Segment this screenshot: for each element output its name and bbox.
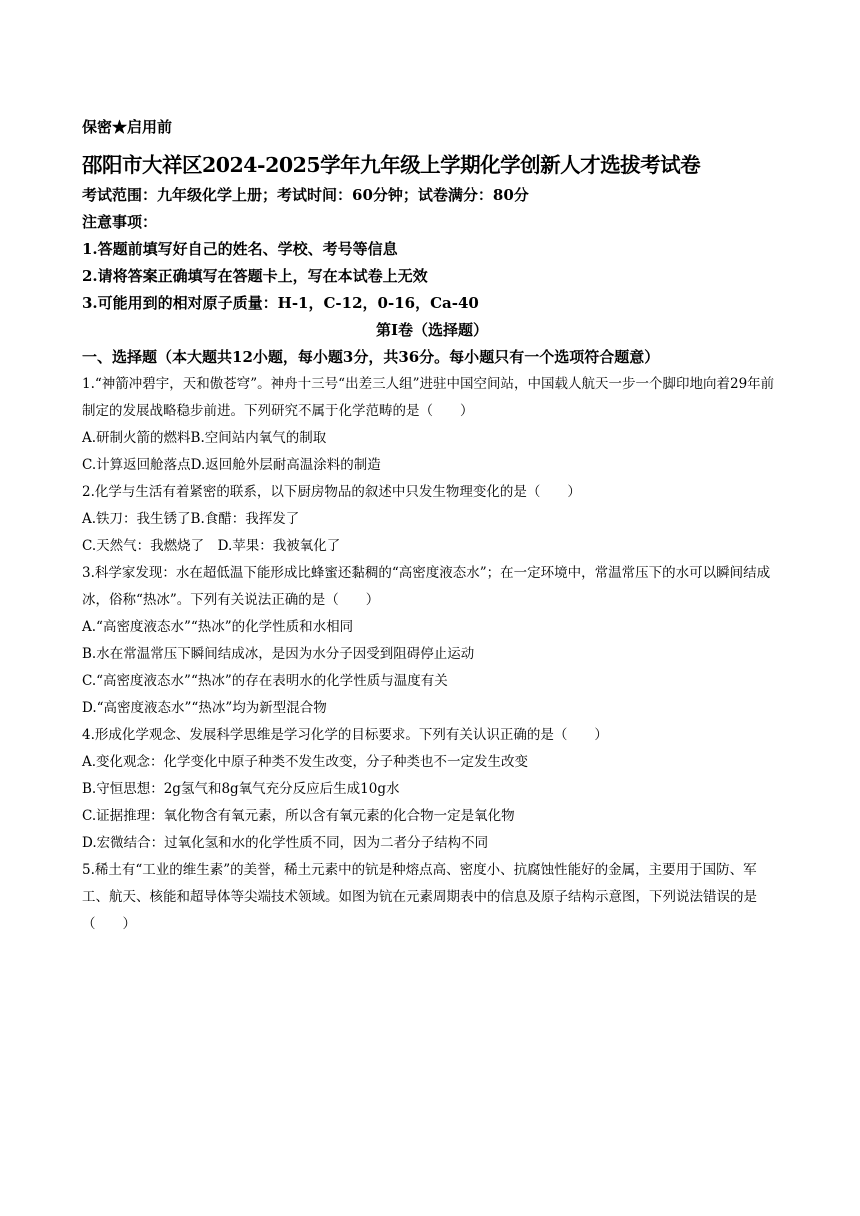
question-stem: 2.化学与生活有着紧密的联系，以下厨房物品的叙述中只发生物理变化的是（ ） [82,484,581,500]
question-4 [82,722,782,857]
question-option: D.“高密度液态水”“热冰”均为新型混合物 [82,700,327,716]
question-options: C.计算返回舱落点D.返回舱外层耐高温涂料的制造 [82,457,381,473]
question-2 [82,479,782,560]
question-1 [82,371,782,479]
question-option: C.“高密度液态水”“热冰”的存在表明水的化学性质与温度有关 [82,673,448,689]
section-heading: 一、选择题（本大题共12小题，每小题3分，共36分。每小题只有一个选项符合题意） [82,348,660,366]
note-item: 1.答题前填写好自己的姓名、学校、考号等信息 [82,240,398,258]
exam-page [82,116,782,938]
confidential-label: 保密★启用前 [82,118,173,136]
question-option: A.“高密度液态水”“热冰”的化学性质和水相同 [82,619,354,635]
question-options: A.研制火箭的燃料B.空间站内氧气的制取 [82,430,327,446]
exam-scope: 考试范围：九年级化学上册；考试时间：60分钟；试卷满分：80分 [82,186,529,204]
question-stem: 3.科学家发现：水在超低温下能形成比蜂蜜还黏稠的“高密度液态水”；在一定环境中，常温常压下的水可以瞬间结成冰，俗称“热冰”。下列有关说法正确的是（ ） [82,565,771,608]
notes-heading: 注意事项： [82,213,158,231]
question-option: B.水在常温常压下瞬间结成冰，是因为水分子因受到阻碍停止运动 [82,646,475,662]
question-stem: 1.“神箭冲碧宇，天和傲苍穹”。神舟十三号“出差三人组”进驻中国空间站，中国载人航天一步一个脚印地向着29年前制定的发展战略稳步前进。下列研究不属于化学范畴的是（ ） [82,376,775,419]
exam-title: 邵阳市大祥区2024-2025学年九年级上学期化学创新人才选拔考试卷 [82,153,701,177]
question-option: C.证据推理：氧化物含有氧元素，所以含有氧元素的化合物一定是氧化物 [82,808,515,824]
question-5 [82,857,782,938]
question-stem: 4.形成化学观念、发展科学思维是学习化学的目标要求。下列有关认识正确的是（ ） [82,727,608,743]
note-item: 3.可能用到的相对原子质量：H-1，C-12，0-16，Ca-40 [82,294,479,312]
question-3 [82,560,782,722]
question-option: D.宏微结合：过氧化氢和水的化学性质不同，因为二者分子结构不同 [82,835,489,851]
part1-title: 第Ⅰ卷（选择题） [375,321,489,339]
question-stem: 5.稀土有“工业的维生素”的美誉，稀土元素中的钪是种熔点高、密度小、抗腐蚀性能好的金属，主要用于国防、军工、航天、核能和超导体等尖端技术领域。如图为钪在元素周期表中的信息及原子结构示意图，下列说法错误的是（ ） [82,862,757,932]
question-option: A.变化观念：化学变化中原子种类不发生改变，分子种类也不一定发生改变 [82,754,529,770]
question-option: B.守恒思想：2g氢气和8g氧气充分反应后生成10g水 [82,781,400,797]
question-options: A.铁刀：我生锈了B.食醋：我挥发了 [82,511,300,527]
note-item: 2.请将答案正确填写在答题卡上，写在本试卷上无效 [82,267,428,285]
question-options: C.天然气：我燃烧了 D.苹果：我被氧化了 [82,538,341,554]
